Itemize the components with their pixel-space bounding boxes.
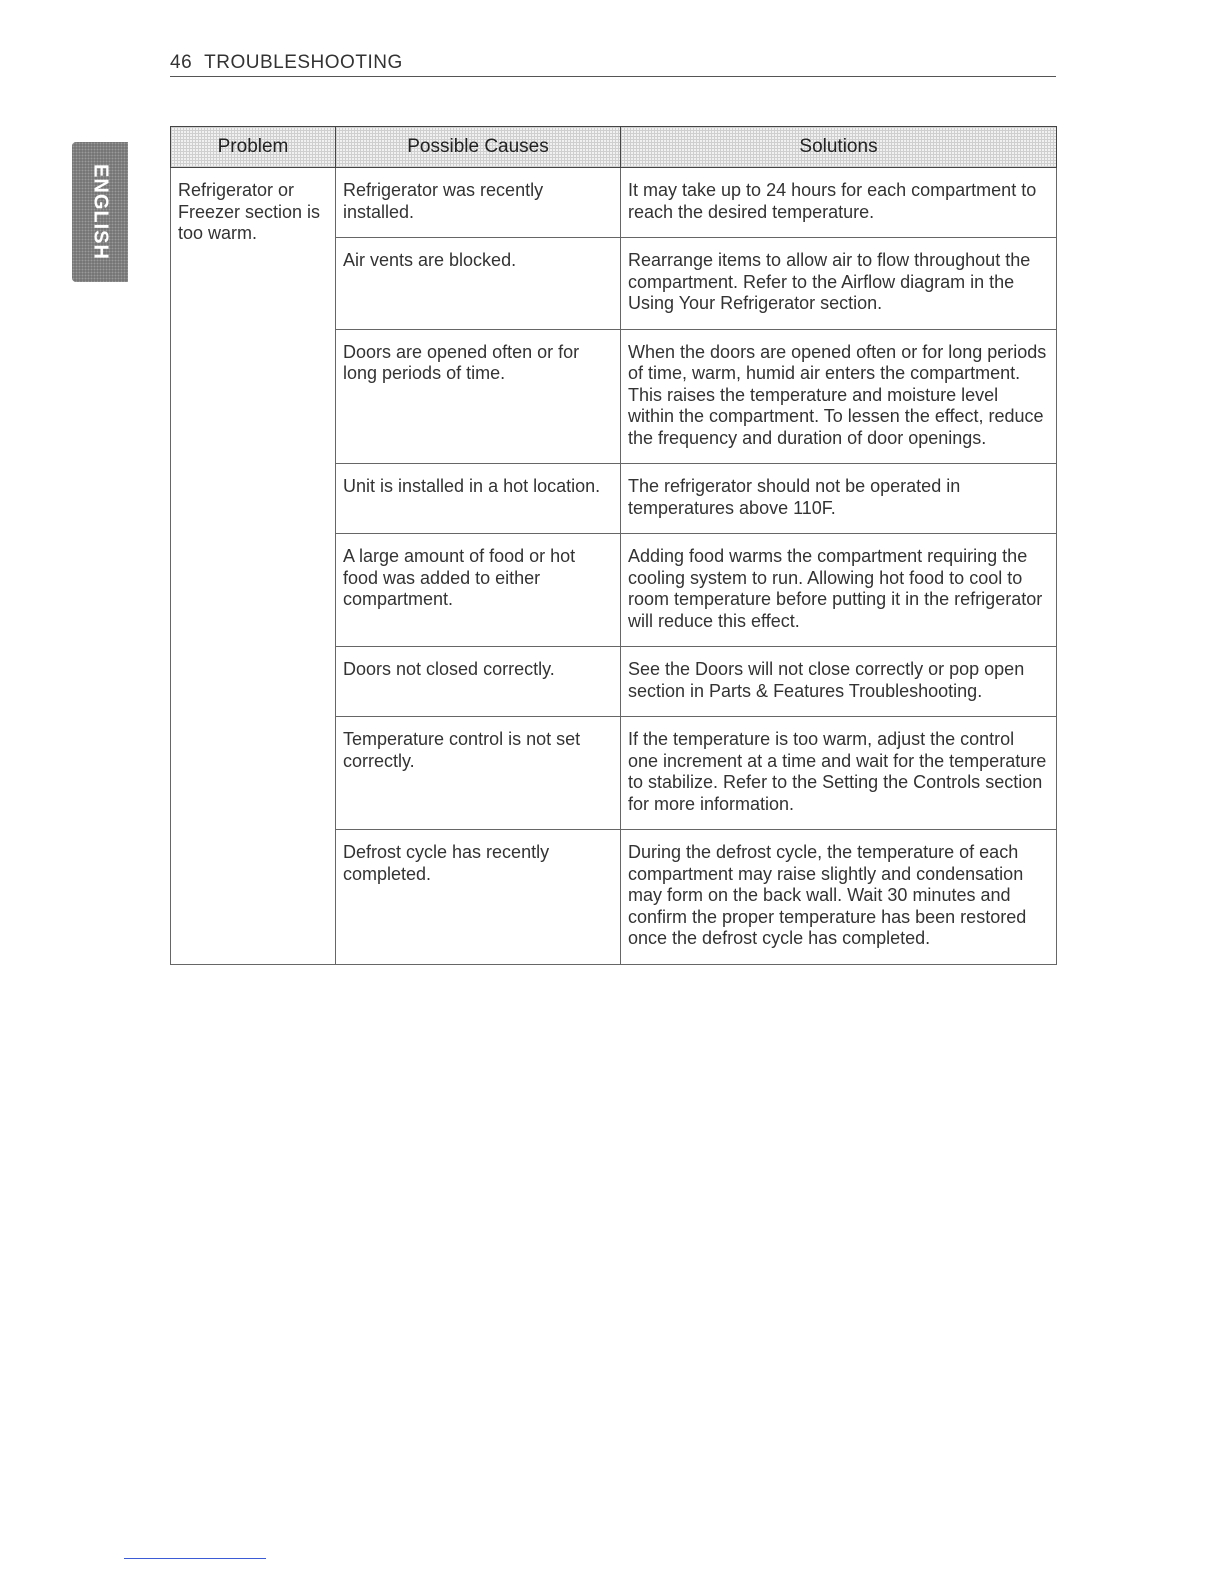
troubleshooting-table xyxy=(170,126,1057,965)
cause-cell: A large amount of food or hot food was added to either compartment. xyxy=(336,534,621,647)
column-header-causes: Possible Causes xyxy=(336,127,621,168)
solution-cell: It may take up to 24 hours for each compartment to reach the desired temperature. xyxy=(621,168,1057,238)
solution-cell: Adding food warms the compartment requiring the cooling system to run. Allowing hot food to cool to room temperature before putting it in the refrigerator will reduce this effect. xyxy=(621,534,1057,647)
cause-cell: Air vents are blocked. xyxy=(336,238,621,330)
cause-cell: Temperature control is not set correctly. xyxy=(336,717,621,830)
column-header-solutions: Solutions xyxy=(621,127,1057,168)
section-title: TROUBLESHOOTING xyxy=(204,52,403,73)
page-header xyxy=(170,52,1056,77)
solution-cell: Rearrange items to allow air to flow throughout the compartment. Refer to the Airflow diagram in the Using Your Refrigerator section. xyxy=(621,238,1057,330)
cause-cell: Unit is installed in a hot location. xyxy=(336,464,621,534)
solution-cell: When the doors are opened often or for long periods of time, warm, humid air enters the compartment. This raises the temperature and moisture level within the compartment. To lessen the effect, reduce the frequency and duration of door openings. xyxy=(621,329,1057,464)
cause-cell: Doors not closed correctly. xyxy=(336,647,621,717)
solution-cell: See the Doors will not close correctly or pop open section in Parts & Features Troubleshooting. xyxy=(621,647,1057,717)
solution-cell: If the temperature is too warm, adjust the control one increment at a time and wait for the temperature to stabilize. Refer to the Setting the Controls section for more information. xyxy=(621,717,1057,830)
page-number: 46 xyxy=(170,52,193,73)
problem-cell: Refrigerator or Freezer section is too warm. xyxy=(171,168,336,965)
language-tab-label: ENGLISH xyxy=(89,164,112,260)
column-header-problem: Problem xyxy=(171,127,336,168)
table-header-row xyxy=(171,127,1057,168)
cause-cell: Defrost cycle has recently completed. xyxy=(336,830,621,965)
cause-cell: Doors are opened often or for long periods of time. xyxy=(336,329,621,464)
solution-cell: During the defrost cycle, the temperature of each compartment may raise slightly and condensation may form on the back wall. Wait 30 minutes and confirm the proper temperature has been restored once the defrost cycle has completed. xyxy=(621,830,1057,965)
language-tab xyxy=(72,142,128,282)
cause-cell: Refrigerator was recently installed. xyxy=(336,168,621,238)
solution-cell: The refrigerator should not be operated in temperatures above 110F. xyxy=(621,464,1057,534)
table-row xyxy=(171,168,1057,238)
footer-rule xyxy=(124,1558,266,1559)
